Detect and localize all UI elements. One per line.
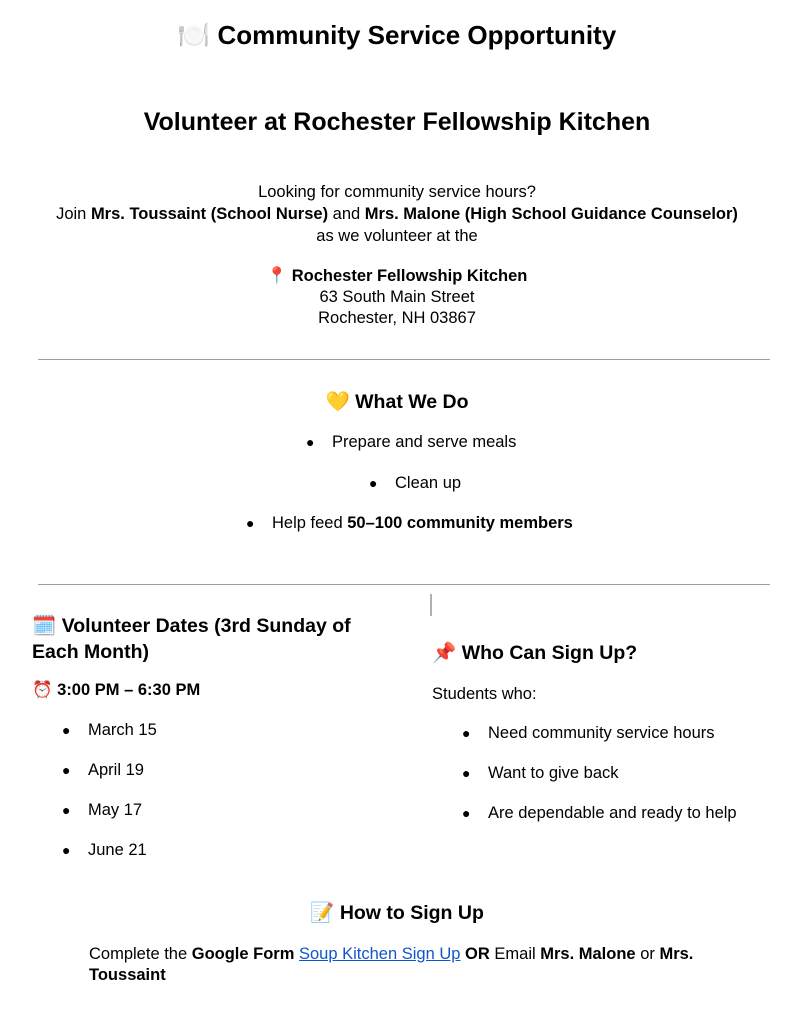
text-cursor (430, 594, 432, 616)
divider (38, 584, 770, 585)
what-we-do-heading (0, 389, 794, 415)
bullet-icon: ● (462, 725, 471, 741)
list-item-text: March 15 (88, 721, 157, 739)
intro-line-2 (47, 203, 747, 247)
bullet-icon: ● (62, 802, 71, 818)
list-item (62, 839, 147, 861)
bullet-icon: ● (62, 722, 71, 738)
location-name: Rochester Fellowship Kitchen (291, 267, 528, 285)
calendar-icon: 🗓️ (32, 614, 57, 637)
list-item-text: Need community service hours (488, 724, 715, 742)
time-line (32, 679, 200, 701)
how-heading-text: How to Sign Up (339, 902, 484, 924)
how-heading (0, 900, 794, 926)
intro-person-nurse: Mrs. Toussaint (School Nurse) (90, 205, 329, 223)
bullet-icon: ● (62, 842, 71, 858)
list-item (246, 512, 573, 534)
list-item (306, 431, 516, 453)
pin-icon: 📍 (266, 266, 288, 285)
plate-icon: 🍽️ (177, 21, 211, 51)
divider (38, 359, 770, 360)
memo-icon: 📝 (310, 901, 335, 924)
who-heading-text: Who Can Sign Up? (461, 642, 638, 664)
bullet-icon: ● (462, 765, 471, 781)
list-item (62, 719, 157, 741)
time-text: 3:00 PM – 6:30 PM (57, 681, 201, 699)
dates-heading (32, 613, 382, 665)
location-name-line (0, 265, 794, 287)
list-item-text: Help feed (272, 514, 343, 532)
intro-join: Join (56, 205, 87, 223)
intro-line-1: Looking for community service hours? (258, 183, 536, 201)
list-item (369, 472, 461, 494)
list-item (462, 722, 715, 744)
how-complete: Complete the (89, 945, 188, 963)
list-item-text: Clean up (395, 474, 462, 492)
bullet-icon: ● (462, 805, 471, 821)
list-item (462, 802, 737, 824)
who-intro: Students who: (432, 685, 537, 703)
intro-person-counselor: Mrs. Malone (High School Guidance Counselor) (364, 205, 738, 223)
dates-heading-text: Volunteer Dates (3rd Sunday of Each Month) (32, 615, 351, 663)
how-email: Email (494, 945, 536, 963)
how-or: OR (465, 945, 490, 963)
who-heading (432, 640, 637, 666)
bullet-icon: ● (369, 475, 378, 491)
intro-and: and (332, 205, 361, 223)
list-item (62, 759, 144, 781)
bullet-icon: ● (62, 762, 71, 778)
list-item-text: April 19 (88, 761, 144, 779)
list-item (62, 799, 142, 821)
list-item-text: May 17 (88, 801, 143, 819)
list-item-text: Are dependable and ready to help (488, 804, 737, 822)
location-block (0, 265, 794, 329)
pushpin-icon: 📌 (432, 641, 457, 664)
how-malone: Mrs. Malone (540, 945, 636, 963)
alarm-clock-icon: ⏰ (32, 680, 53, 699)
page-title-text: Community Service Opportunity (217, 20, 617, 50)
list-item-text: June 21 (88, 841, 147, 859)
list-item-text: Want to give back (488, 764, 619, 782)
signup-form-link[interactable]: Soup Kitchen Sign Up (299, 945, 461, 963)
list-item (462, 762, 619, 784)
intro-tail: as we volunteer at the (316, 227, 478, 245)
bullet-icon: ● (246, 515, 255, 531)
what-we-do-heading-text: What We Do (355, 391, 469, 413)
how-or-lower: or (640, 945, 655, 963)
how-instructions (89, 944, 749, 986)
how-google-form: Google Form (191, 945, 295, 963)
page-title (0, 18, 794, 53)
list-item-text: Prepare and serve meals (332, 433, 517, 451)
bullet-icon: ● (306, 434, 315, 450)
list-item-bold: 50–100 community members (347, 514, 573, 532)
page-subtitle: Volunteer at Rochester Fellowship Kitchen (143, 108, 651, 136)
heart-icon: 💛 (325, 390, 350, 413)
location-street: 63 South Main Street (319, 288, 475, 306)
how-toussaint: Mrs. Toussaint (89, 945, 694, 984)
intro-block (0, 181, 794, 247)
location-city: Rochester, NH 03867 (318, 309, 476, 327)
